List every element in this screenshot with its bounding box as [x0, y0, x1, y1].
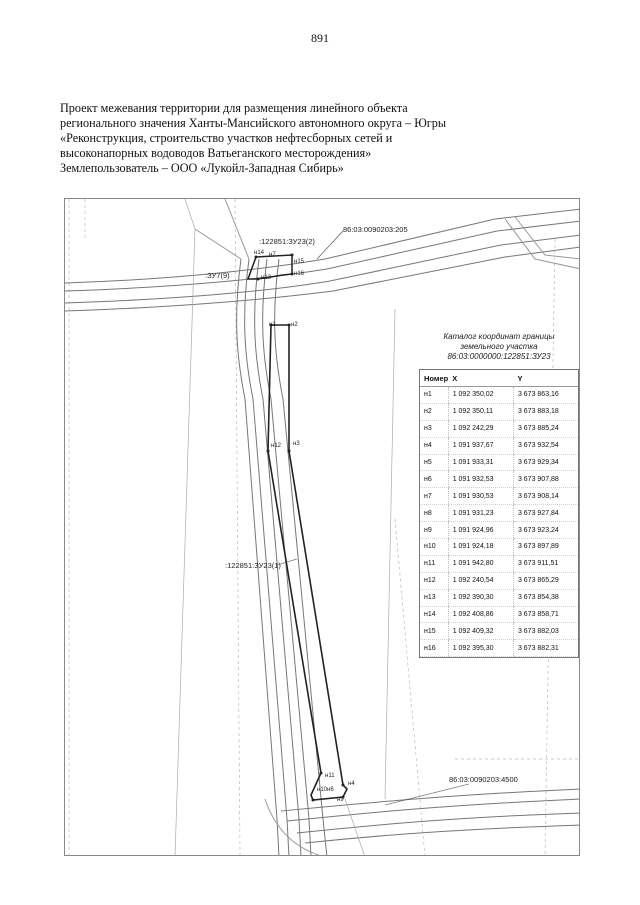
parcel-label-zu7-9: :ЗУ7(9) — [205, 271, 230, 280]
table-row — [420, 471, 578, 488]
table-cell: 3 673 932,54 — [513, 437, 578, 454]
point-label: н13 — [261, 275, 271, 281]
table-cell: 1 092 409,32 — [448, 623, 513, 640]
table-cell: 3 673 927,84 — [513, 505, 578, 522]
table-cell: 3 673 907,88 — [513, 471, 578, 488]
table-row — [420, 606, 578, 623]
point-label: н6 — [327, 787, 334, 793]
point-label: н3 — [293, 441, 300, 447]
table-cell: 3 673 911,51 — [513, 555, 578, 572]
catalog-title-line: Каталог координат границы — [443, 332, 555, 341]
table-row — [420, 589, 578, 606]
table-cell: 1 091 930,53 — [448, 488, 513, 505]
header-line: Проект межевания территории для размещения линейного объекта — [60, 101, 408, 115]
parcel-label-4500: 86:03:0090203:4500 — [449, 775, 518, 784]
table-cell: 3 673 858,71 — [513, 606, 578, 623]
point-label: н4 — [348, 781, 355, 787]
column-header: X — [448, 370, 513, 387]
table-row — [420, 572, 578, 589]
page-number: 891 — [311, 31, 329, 45]
point-label: н12 — [271, 443, 281, 449]
table-cell: 3 673 882,03 — [513, 623, 578, 640]
upper-road-corridor — [65, 209, 580, 311]
point-label: н11 — [325, 773, 335, 779]
main-road-corridor — [195, 199, 327, 856]
table-cell: н5 — [420, 454, 448, 471]
table-cell: н12 — [420, 572, 448, 589]
table-cell: 1 091 924,18 — [448, 539, 513, 556]
table-cell: н1 — [420, 387, 448, 404]
table-cell: 3 673 863,16 — [513, 387, 578, 404]
table-cell: н9 — [420, 522, 448, 539]
table-row — [420, 522, 578, 539]
table-cell: 3 673 865,29 — [513, 572, 578, 589]
table-cell: н8 — [420, 505, 448, 522]
table-cell: 1 092 240,54 — [448, 572, 513, 589]
table-cell: 1 092 350,02 — [448, 387, 513, 404]
table-cell: 1 091 933,31 — [448, 454, 513, 471]
table-cell: н14 — [420, 606, 448, 623]
table-cell: 1 092 242,29 — [448, 420, 513, 437]
table-cell: 3 673 882,31 — [513, 640, 578, 657]
header-line: Землепользователь – ООО «Лукойл-Западная Сибирь» — [60, 161, 344, 175]
point-label: н10 — [317, 787, 327, 793]
table-cell: 3 673 883,18 — [513, 403, 578, 420]
table-cell: 3 673 897,89 — [513, 539, 578, 556]
table-cell: н13 — [420, 589, 448, 606]
table-cell: 1 092 390,30 — [448, 589, 513, 606]
point-label: н2 — [291, 322, 298, 328]
table-cell: н2 — [420, 403, 448, 420]
table-row — [420, 539, 578, 556]
header-line: высоконапорных водоводов Ватьеганского месторождения» — [60, 146, 372, 160]
document-header — [60, 101, 480, 176]
header-line: регионального значения Ханты-Мансийского автономного округа – Югры — [60, 116, 447, 130]
table-row — [420, 505, 578, 522]
table-row — [420, 387, 578, 404]
point-label: н9 — [337, 797, 344, 803]
header-line: «Реконструкция, строительство участков нефтесборных сетей и — [60, 131, 393, 145]
catalog-title — [421, 332, 577, 362]
point-label: н14 — [254, 250, 264, 256]
table-cell: н6 — [420, 471, 448, 488]
table-row — [420, 640, 578, 657]
table-cell: 1 092 408,86 — [448, 606, 513, 623]
cadastral-map — [64, 198, 580, 856]
table-row — [420, 403, 578, 420]
table-cell: 1 092 395,30 — [448, 640, 513, 657]
column-header: Y — [513, 370, 578, 387]
table-cell: 3 673 908,14 — [513, 488, 578, 505]
table-row — [420, 437, 578, 454]
table-cell: 3 673 885,24 — [513, 420, 578, 437]
point-label: н16 — [294, 271, 304, 277]
table-cell: 1 092 350,11 — [448, 403, 513, 420]
table-cell: 1 091 932,53 — [448, 471, 513, 488]
table-cell: н7 — [420, 488, 448, 505]
table-cell: 1 091 937,67 — [448, 437, 513, 454]
table-row — [420, 454, 578, 471]
table-cell: н10 — [420, 539, 448, 556]
point-label: н1 — [269, 322, 276, 328]
table-cell: 1 091 931,23 — [448, 505, 513, 522]
table-cell: 1 091 924,96 — [448, 522, 513, 539]
column-header: Номер — [420, 370, 448, 387]
table-row — [420, 420, 578, 437]
table-row — [420, 623, 578, 640]
catalog-title-line: 86:03:0000000:122851:ЗУ23 — [447, 352, 551, 361]
table-cell: н3 — [420, 420, 448, 437]
coordinate-catalog-table — [419, 369, 579, 658]
table-cell: 3 673 854,38 — [513, 589, 578, 606]
faint-boundaries — [175, 199, 395, 856]
table-cell: 1 091 942,80 — [448, 555, 513, 572]
table-cell: 3 673 923,24 — [513, 522, 578, 539]
table-header-row — [420, 370, 578, 387]
table-cell: н16 — [420, 640, 448, 657]
table-cell: н11 — [420, 555, 448, 572]
table-row — [420, 488, 578, 505]
point-label: н7 — [269, 252, 276, 258]
parcel-label-zu23-1: :122851:ЗУ23(1) — [225, 561, 281, 570]
table-cell: н15 — [420, 623, 448, 640]
parcel-label-205: 86:03:0090203:205 — [343, 225, 408, 234]
table-cell: н4 — [420, 437, 448, 454]
table-cell: 3 673 929,34 — [513, 454, 578, 471]
point-label: н15 — [294, 259, 304, 265]
table-row — [420, 555, 578, 572]
parcel-label-zu23-2: :122851:ЗУ23(2) — [259, 237, 315, 246]
catalog-title-line: земельного участка — [460, 342, 538, 351]
